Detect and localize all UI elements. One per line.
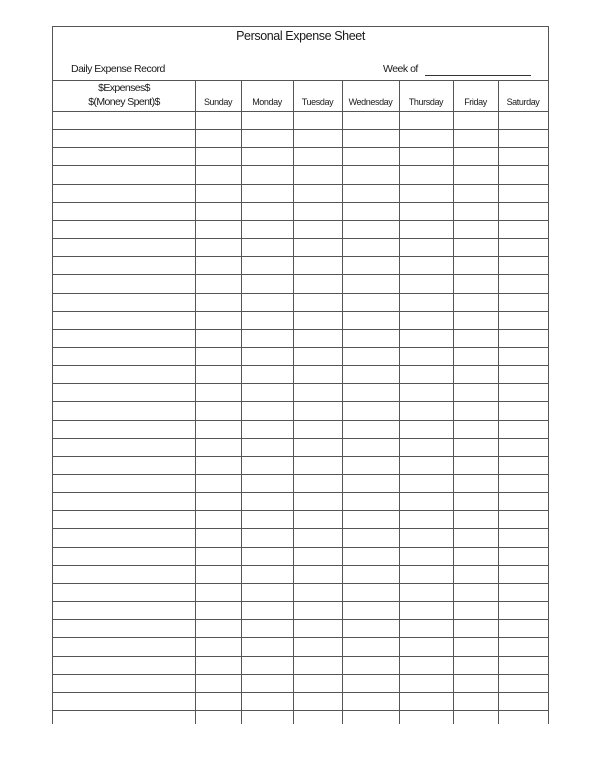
table-row[interactable]	[53, 220, 548, 221]
column-header-friday: Friday	[464, 97, 487, 107]
column-header-saturday: Saturday	[506, 97, 540, 107]
table-row[interactable]	[53, 129, 548, 130]
column-divider	[293, 81, 294, 724]
expenses-header-line2: $(Money Spent)$	[88, 96, 160, 108]
table-row[interactable]	[53, 329, 548, 330]
column-divider	[195, 81, 196, 724]
table-row[interactable]	[53, 165, 548, 166]
table-row[interactable]	[53, 184, 548, 185]
column-divider	[241, 81, 242, 724]
column-divider	[453, 81, 454, 724]
column-header-thursday: Thursday	[408, 97, 444, 107]
table-row[interactable]	[53, 383, 548, 384]
week-of-label: Week of	[383, 63, 418, 75]
page-title: Personal Expense Sheet	[236, 29, 365, 43]
table-row[interactable]	[53, 202, 548, 203]
expenses-header-line1: $Expenses$	[98, 82, 150, 94]
column-divider	[342, 81, 343, 724]
table-row[interactable]	[53, 347, 548, 348]
table-row[interactable]	[53, 583, 548, 584]
table-row[interactable]	[53, 238, 548, 239]
table-row[interactable]	[53, 401, 548, 402]
expenses-column-header	[53, 81, 195, 111]
table-row[interactable]	[53, 710, 548, 711]
table-row[interactable]	[53, 456, 548, 457]
table-row[interactable]	[53, 510, 548, 511]
table-row[interactable]	[53, 311, 548, 312]
daily-expense-record-label: Daily Expense Record	[71, 63, 165, 75]
column-header-tuesday: Tuesday	[301, 97, 334, 107]
table-row[interactable]	[53, 438, 548, 439]
table-row[interactable]	[53, 619, 548, 620]
table-row[interactable]	[53, 656, 548, 657]
expense-sheet	[52, 26, 549, 724]
table-row[interactable]	[53, 274, 548, 275]
column-divider	[498, 81, 499, 724]
table-row[interactable]	[53, 692, 548, 693]
column-divider	[399, 81, 400, 724]
table-row[interactable]	[53, 565, 548, 566]
column-header-monday: Monday	[252, 97, 282, 107]
table-row[interactable]	[53, 474, 548, 475]
table-row[interactable]	[53, 293, 548, 294]
table-row[interactable]	[53, 547, 548, 548]
table-row[interactable]	[53, 256, 548, 257]
table-row[interactable]	[53, 674, 548, 675]
column-header-sunday: Sunday	[203, 97, 233, 107]
table-row[interactable]	[53, 147, 548, 148]
week-of-field[interactable]	[425, 75, 531, 76]
header-row-bottom	[53, 111, 548, 112]
table-row[interactable]	[53, 492, 548, 493]
table-row[interactable]	[53, 528, 548, 529]
table-row[interactable]	[53, 601, 548, 602]
table-row[interactable]	[53, 420, 548, 421]
table-row[interactable]	[53, 365, 548, 366]
column-header-wednesday: Wednesday	[348, 97, 393, 107]
table-row[interactable]	[53, 637, 548, 638]
